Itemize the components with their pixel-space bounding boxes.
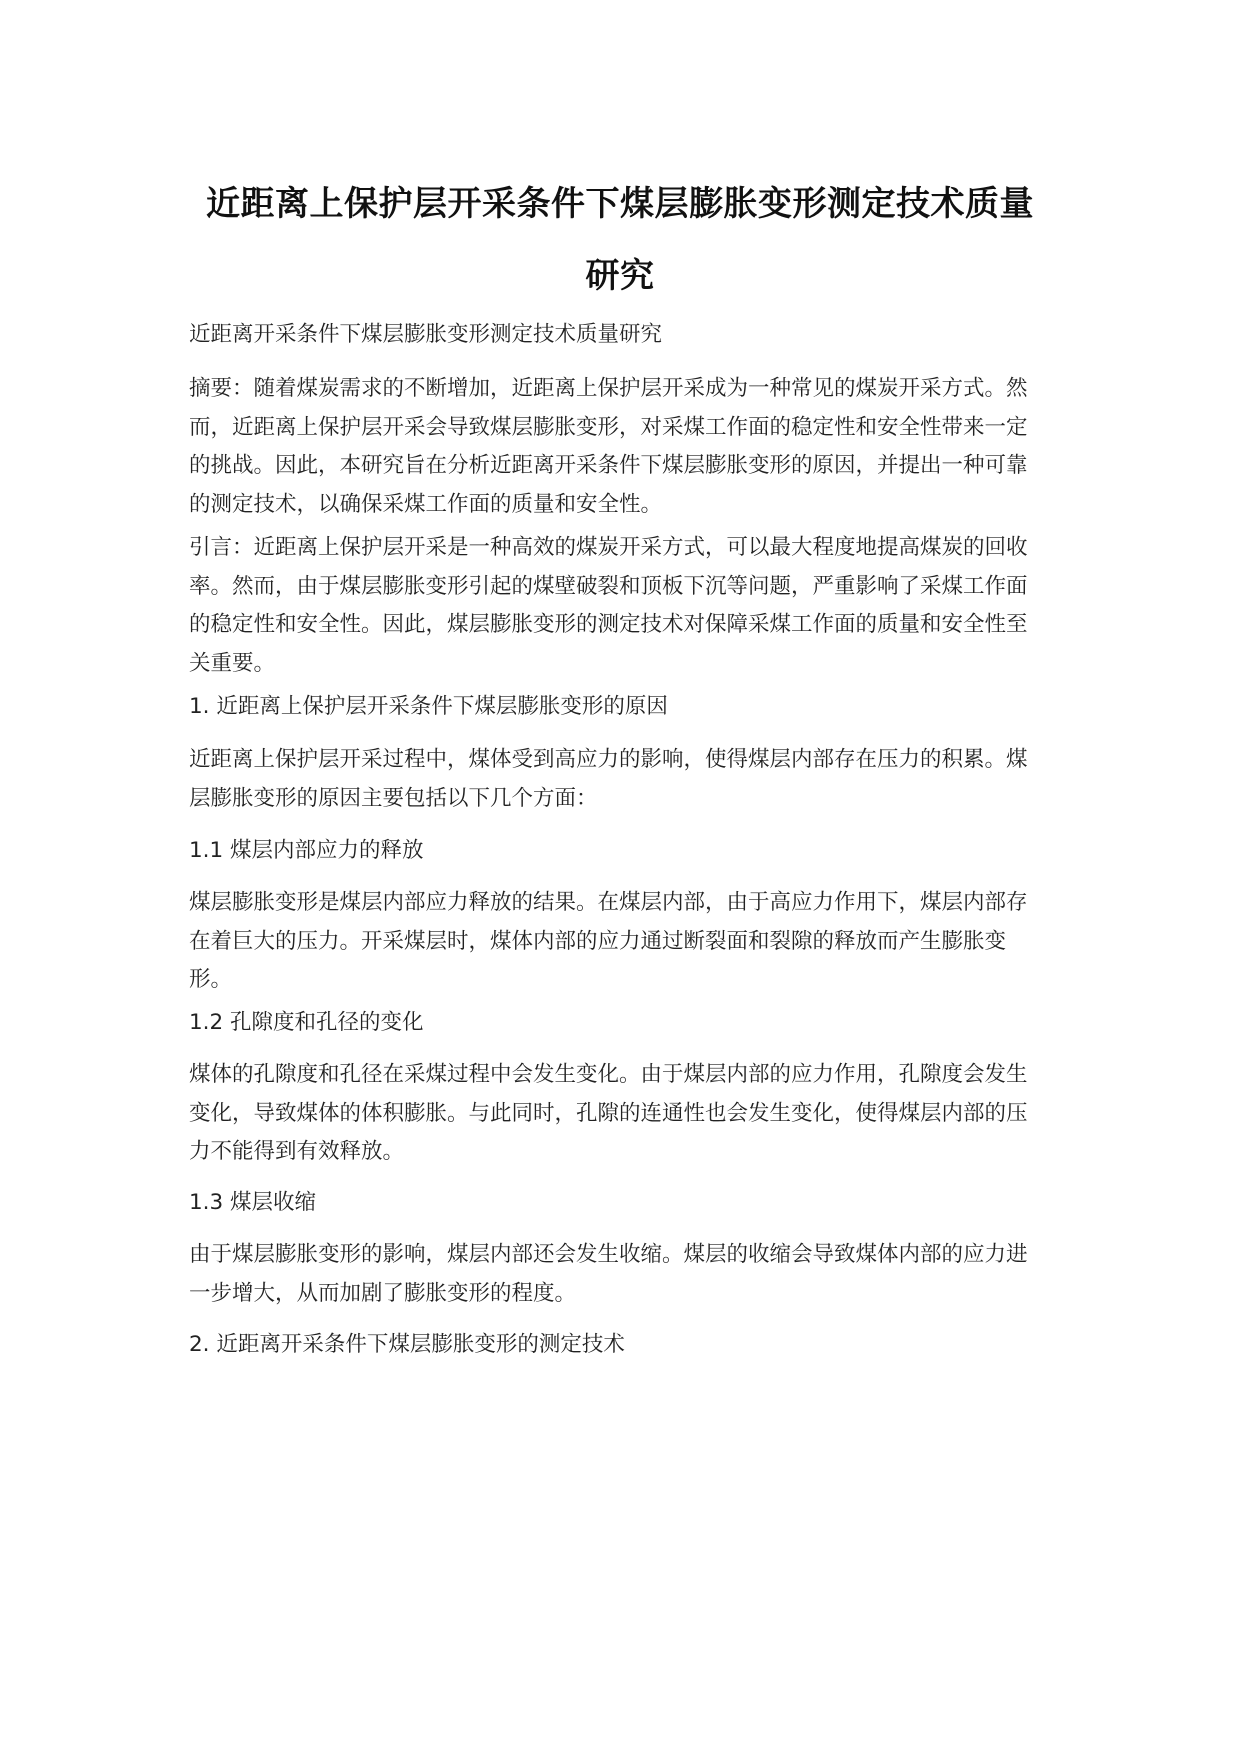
section-2-heading: 2. 近距离开采条件下煤层膨胀变形的测定技术 [189, 1332, 625, 1357]
document-subtitle: 近距离开采条件下煤层膨胀变形测定技术质量研究 [189, 322, 663, 347]
section-1-2-heading: 1.2 孔隙度和孔径的变化 [189, 1010, 424, 1035]
section-1-heading: 1. 近距离上保护层开采条件下煤层膨胀变形的原因 [189, 694, 668, 719]
section-1-3-heading: 1.3 煤层收缩 [189, 1190, 317, 1215]
section-1-1-heading: 1.1 煤层内部应力的释放 [189, 838, 424, 863]
section-1-paragraph: 近距离上保护层开采过程中，煤体受到高应力的影响，使得煤层内部存在压力的积累。煤层膨胀变形的原因主要包括以下几个方面： [189, 747, 1028, 811]
section-1-1-paragraph: 煤层膨胀变形是煤层内部应力释放的结果。在煤层内部，由于高应力作用下，煤层内部存在着巨大的压力。开采煤层时，煤体内部的应力通过断裂面和裂隙的释放而产生膨胀变形。 [189, 890, 1028, 992]
abstract-paragraph: 摘要：随着煤炭需求的不断增加，近距离上保护层开采成为一种常见的煤炭开采方式。然而，近距离上保护层开采会导致煤层膨胀变形，对采煤工作面的稳定性和安全性带来一定的挑战。因此，本研究旨在分析近距离开采条件下煤层膨胀变形的原因，并提出一种可靠的测定技术，以确保采煤工作面的质量和安全性。 [189, 376, 1028, 517]
intro-paragraph: 引言：近距离上保护层开采是一种高效的煤炭开采方式，可以最大程度地提高煤炭的回收率。然而，由于煤层膨胀变形引起的煤壁破裂和顶板下沉等问题，严重影响了采煤工作面的稳定性和安全性。因此，煤层膨胀变形的测定技术对保障采煤工作面的质量和安全性至关重要。 [189, 535, 1028, 676]
section-1-2-paragraph: 煤体的孔隙度和孔径在采煤过程中会发生变化。由于煤层内部的应力作用，孔隙度会发生变化，导致煤体的体积膨胀。与此同时，孔隙的连通性也会发生变化，使得煤层内部的压力不能得到有效释放。 [189, 1062, 1028, 1164]
section-1-3-paragraph: 由于煤层膨胀变形的影响，煤层内部还会发生收缩。煤层的收缩会导致煤体内部的应力进一步增大，从而加剧了膨胀变形的程度。 [189, 1242, 1028, 1306]
document-title: 近距离上保护层开采条件下煤层膨胀变形测定技术质量研究 [206, 184, 1034, 296]
